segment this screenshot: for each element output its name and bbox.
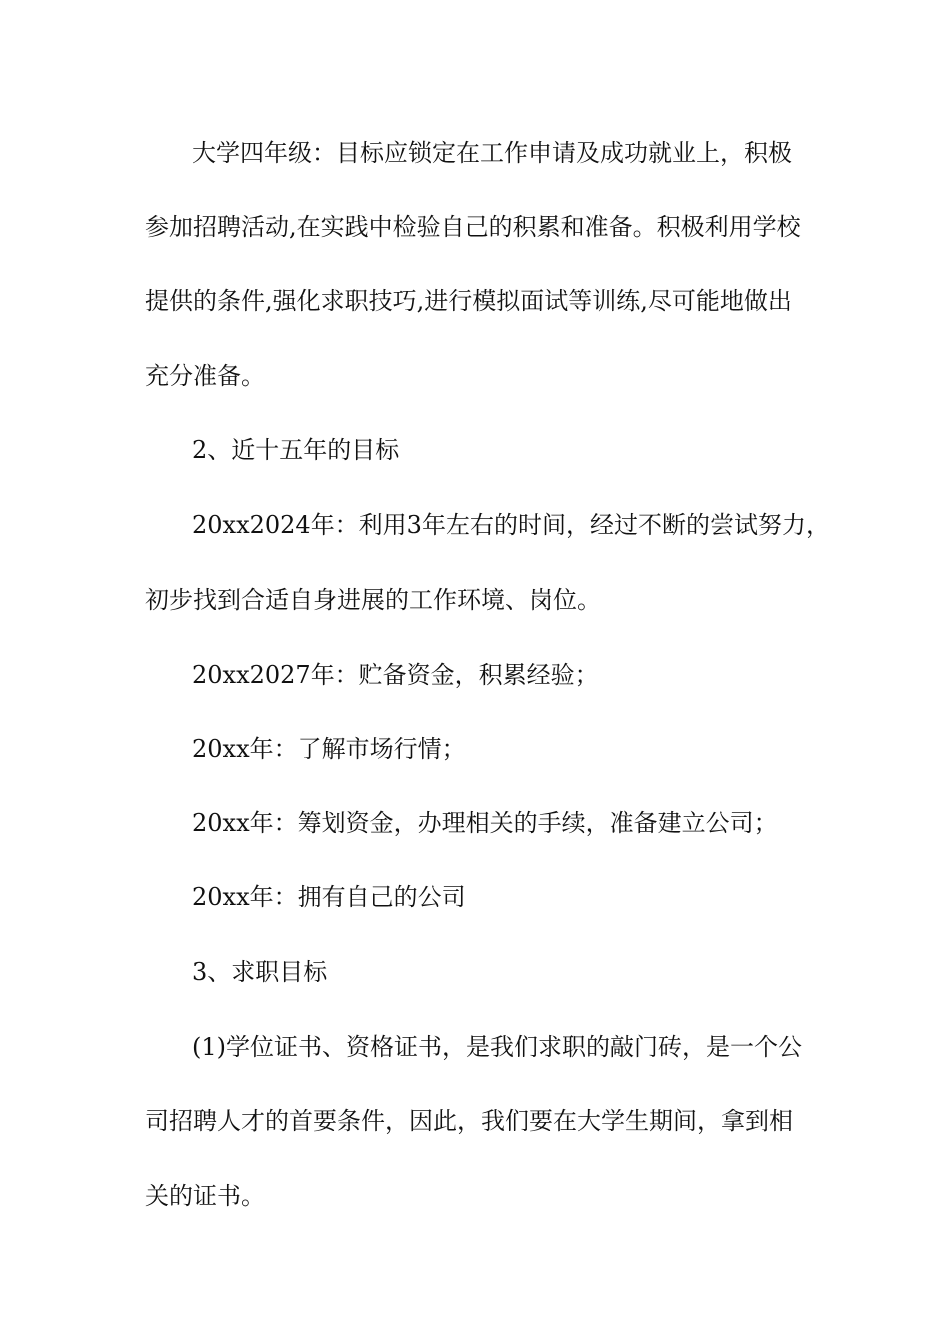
section-heading: 2、近十五年的目标 bbox=[192, 436, 400, 464]
paragraph-line: (1)学位证书、资格证书，是我们求职的敲门砖，是一个公 bbox=[192, 1033, 802, 1061]
paragraph-line: 司招聘人才的首要条件，因此，我们要在大学生期间，拿到相 bbox=[145, 1107, 793, 1135]
paragraph-line: 参加招聘活动,在实践中检验自己的积累和准备。积极利用学校 bbox=[145, 213, 801, 241]
paragraph-line: 初步找到合适自身进展的工作环境、岗位。 bbox=[145, 586, 601, 614]
paragraph-line: 20xx年：了解市场行情； bbox=[192, 735, 466, 763]
paragraph-line: 大学四年级：目标应锁定在工作申请及成功就业上，积极 bbox=[192, 139, 792, 167]
section-heading: 3、求职目标 bbox=[192, 958, 328, 986]
paragraph-line: 提供的条件,强化求职技巧,进行模拟面试等训练,尽可能地做出 bbox=[145, 287, 792, 315]
paragraph-line: 20xx年：筹划资金，办理相关的手续，准备建立公司； bbox=[192, 809, 778, 837]
paragraph-line: 20xx年：拥有自己的公司 bbox=[192, 883, 466, 911]
paragraph-line: 20xx2024年：利用3年左右的时间，经过不断的尝试努力， bbox=[192, 511, 830, 539]
paragraph-line: 20xx2027年：贮备资金，积累经验； bbox=[192, 661, 599, 689]
paragraph-line: 关的证书。 bbox=[145, 1182, 265, 1210]
paragraph-line: 充分准备。 bbox=[145, 362, 265, 390]
